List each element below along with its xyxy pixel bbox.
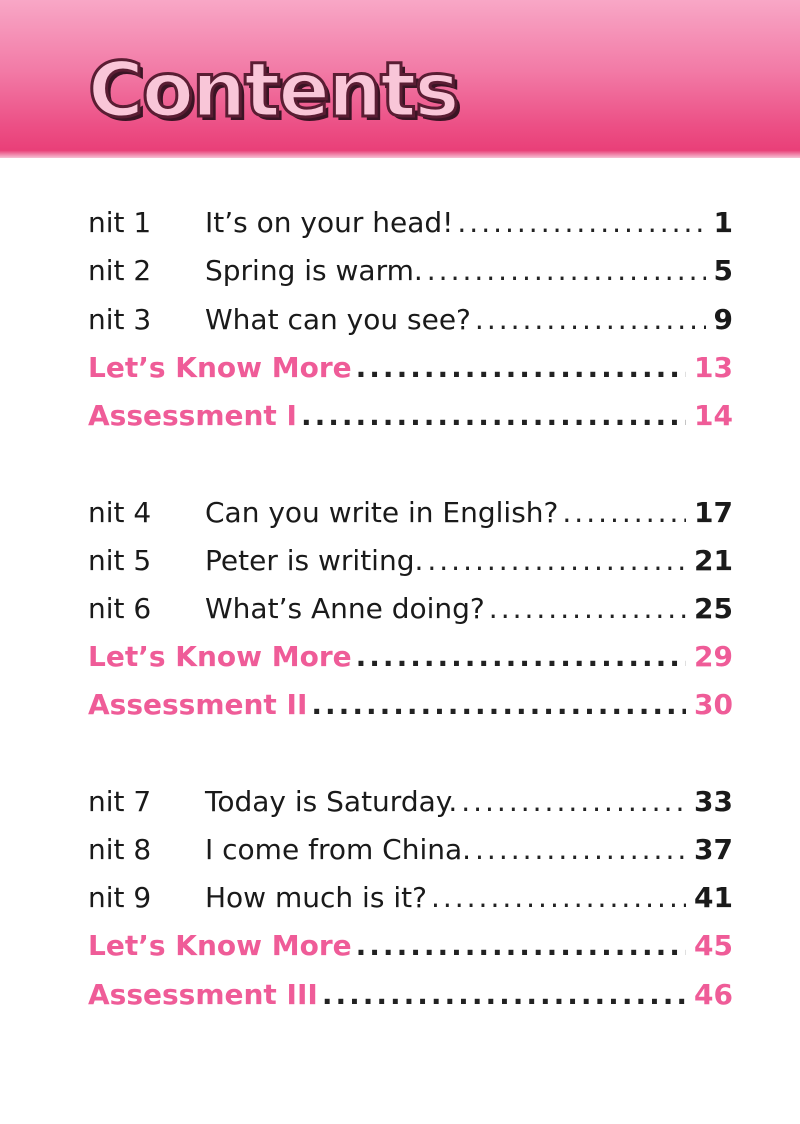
- unit-title: Can you write in English?: [205, 495, 559, 529]
- dot-leader: [562, 496, 686, 529]
- dot-leader: [431, 881, 686, 914]
- dot-leader: [322, 978, 686, 1011]
- page-number: 41: [694, 880, 733, 914]
- dot-leader: [475, 303, 706, 336]
- unit-title: What can you see?: [205, 302, 471, 336]
- unit-label: nit 5: [88, 543, 152, 577]
- toc-row-assessment-2[interactable]: [88, 684, 733, 724]
- toc-row-lets-know-more-1[interactable]: [88, 347, 733, 387]
- unit-title: What’s Anne doing?: [205, 591, 485, 625]
- dot-leader: [356, 640, 686, 673]
- unit-label: nit 3: [88, 302, 152, 336]
- section-title: Assessment II: [88, 687, 308, 721]
- page-number: 29: [694, 639, 733, 673]
- unit-title: How much is it?: [205, 880, 427, 914]
- unit-title: It’s on your head!: [205, 205, 454, 239]
- dot-leader: [301, 399, 686, 432]
- page-number: 46: [694, 977, 733, 1011]
- section-title: Assessment I: [88, 398, 297, 432]
- toc-row-lets-know-more-3[interactable]: [88, 925, 733, 965]
- dot-leader: [457, 206, 705, 239]
- toc-row-assessment-1[interactable]: [88, 395, 733, 435]
- page-number: 13: [694, 350, 733, 384]
- unit-title: Spring is warm.: [205, 253, 423, 287]
- unit-title: Today is Saturday.: [205, 784, 458, 818]
- page-number: 17: [694, 495, 733, 529]
- dot-leader: [489, 592, 686, 625]
- toc-row-unit-9[interactable]: [88, 877, 733, 917]
- dot-leader: [475, 833, 686, 866]
- section-title: Let’s Know More: [88, 639, 352, 673]
- toc-row-assessment-3[interactable]: [88, 974, 733, 1014]
- unit-label: nit 4: [88, 495, 152, 529]
- page-number: 5: [713, 253, 733, 287]
- toc-row-lets-know-more-2[interactable]: [88, 636, 733, 676]
- unit-label: nit 6: [88, 591, 152, 625]
- dot-leader: [427, 254, 706, 287]
- toc-row-unit-5[interactable]: [88, 540, 733, 580]
- page-number: 33: [694, 784, 733, 818]
- section-title: Let’s Know More: [88, 350, 352, 384]
- toc-row-unit-8[interactable]: [88, 829, 733, 869]
- unit-label: nit 9: [88, 880, 152, 914]
- unit-label: nit 7: [88, 784, 152, 818]
- dot-leader: [356, 929, 686, 962]
- unit-label: nit 1: [88, 205, 152, 239]
- dot-leader: [427, 544, 686, 577]
- dot-leader: [461, 785, 686, 818]
- toc-row-unit-1[interactable]: [88, 202, 733, 242]
- page-number: 30: [694, 687, 733, 721]
- page-number: 21: [694, 543, 733, 577]
- dot-leader: [311, 688, 686, 721]
- section-title: Assessment III: [88, 977, 318, 1011]
- section-title: Let’s Know More: [88, 928, 352, 962]
- page-number: 25: [694, 591, 733, 625]
- page-number: 45: [694, 928, 733, 962]
- toc-row-unit-7[interactable]: [88, 781, 733, 821]
- page-number: 14: [694, 398, 733, 432]
- unit-title: I come from China.: [205, 832, 472, 866]
- page-number: 1: [713, 205, 733, 239]
- toc-row-unit-2[interactable]: [88, 250, 733, 290]
- page-title: Contents: [88, 45, 458, 134]
- page-number: 9: [713, 302, 733, 336]
- unit-title: Peter is writing.: [205, 543, 424, 577]
- unit-label: nit 8: [88, 832, 152, 866]
- toc-row-unit-4[interactable]: [88, 492, 733, 532]
- dot-leader: [356, 351, 686, 384]
- unit-label: nit 2: [88, 253, 152, 287]
- toc-row-unit-3[interactable]: [88, 299, 733, 339]
- toc-row-unit-6[interactable]: [88, 588, 733, 628]
- page-number: 37: [694, 832, 733, 866]
